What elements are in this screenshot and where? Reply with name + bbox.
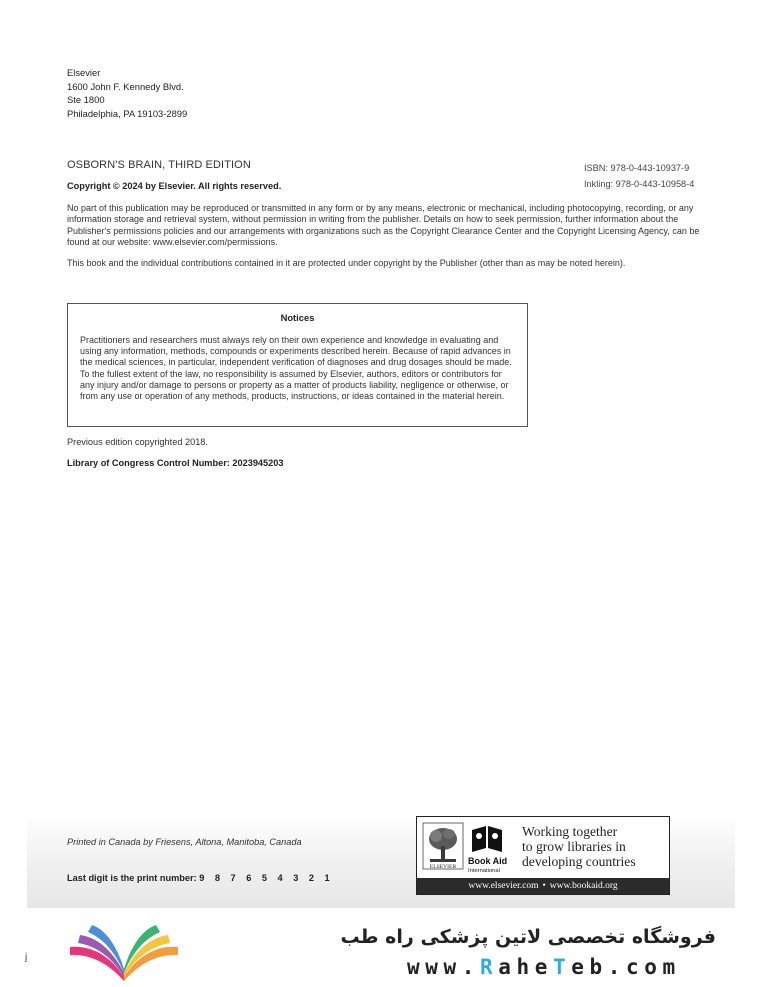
previous-edition: Previous edition copyrighted 2018. <box>67 437 208 447</box>
isbn-block <box>584 160 694 192</box>
address-line: Ste 1800 <box>67 94 105 106</box>
elsevier-url[interactable]: www.elsevier.com <box>468 881 539 891</box>
store-url[interactable] <box>407 955 681 979</box>
notices-title: Notices <box>280 312 315 323</box>
store-name-persian: فروشگاه تخصصی لاتین پزشکی راه طب <box>340 926 716 948</box>
book-aid-banner <box>416 816 670 895</box>
rights-paragraph: No part of this publication may be reproduced or transmitted in any form or by any means, electronic or mechanical, including photocopying, recording, or any information storage and retrieval system, without permission in writing from the publisher. Details on how to seek permission, further information about the Publisher's permissions policies and our arrangements with organizations such as the Copyright Clearance Center and the Copyright Licensing Agency, can be found at our website: www.elsevier.com/permissions. <box>67 203 700 247</box>
notices-box <box>67 303 528 427</box>
book-aid-url-bar <box>417 878 669 894</box>
book-aid-logo-text: Book Aid <box>468 856 508 866</box>
elsevier-tree-icon <box>423 823 463 870</box>
url-eb: eb <box>571 955 608 979</box>
url-t: T <box>552 955 572 979</box>
isbn-number: ISBN: 978-0-443-10937-9 <box>584 163 690 173</box>
protection-paragraph: This book and the individual contributions contained in it are protected under copyright by the Publisher (other than as may be noted herein). <box>67 258 626 268</box>
lccn: Library of Congress Control Number: 2023945203 <box>67 458 284 468</box>
notices-text: Practitioners and researchers must always rely on their own experience and knowledge in evaluating and using any information, methods, compounds or experiments described herein. Because of rapid advances in the medical sciences, in particular, independent verification of diagnoses and drug dosages should be made. To the fullest extent of the law, no responsibility is assumed by Elsevier, authors, editors or contributors for any injury and/or damage to persons or property as a matter of products liability, negligence or otherwise, or from any use or operation of any methods, products, instructions, or ideas contained in the material herein. <box>80 335 512 402</box>
open-book-logo-icon <box>66 921 182 985</box>
page-mark: j <box>25 952 28 963</box>
book-aid-slogan <box>522 824 636 869</box>
slogan-line: developing countries <box>522 854 636 869</box>
url-suffix: .com <box>607 955 681 979</box>
elsevier-bookaid-logos <box>422 822 510 878</box>
print-number <box>67 873 334 883</box>
bookaid-url[interactable]: www.bookaid.org <box>549 881 618 891</box>
address-line: Elsevier <box>67 67 101 78</box>
address-line: 1600 John F. Kennedy Blvd. <box>67 80 184 92</box>
print-number-label: Last digit is the print number: <box>67 873 197 883</box>
printed-in: Printed in Canada by Friesens, Altona, Manitoba, Canada <box>67 837 302 847</box>
book-aid-icon <box>468 826 507 874</box>
book-title: OSBORN'S BRAIN, THIRD EDITION <box>67 159 251 171</box>
elsevier-logo-text: ELSEVIER <box>429 864 457 870</box>
publisher-address <box>67 66 187 121</box>
url-ahe: ahe <box>498 955 553 979</box>
print-number-digits: 9 8 7 6 5 4 3 2 1 <box>199 873 334 883</box>
inkling-number: Inkling: 978-0-443-10958-4 <box>584 179 695 189</box>
copyright-line: Copyright © 2024 by Elsevier. All rights reserved. <box>67 181 282 191</box>
address-line: Philadelphia, PA 19103-2899 <box>67 108 188 120</box>
slogan-line: Working together <box>522 824 618 839</box>
slogan-line: to grow libraries in <box>522 839 626 854</box>
url-separator: • <box>542 881 546 891</box>
url-prefix: www. <box>407 955 480 979</box>
url-r: R <box>479 955 499 979</box>
book-aid-logo-sub: International <box>468 868 500 874</box>
